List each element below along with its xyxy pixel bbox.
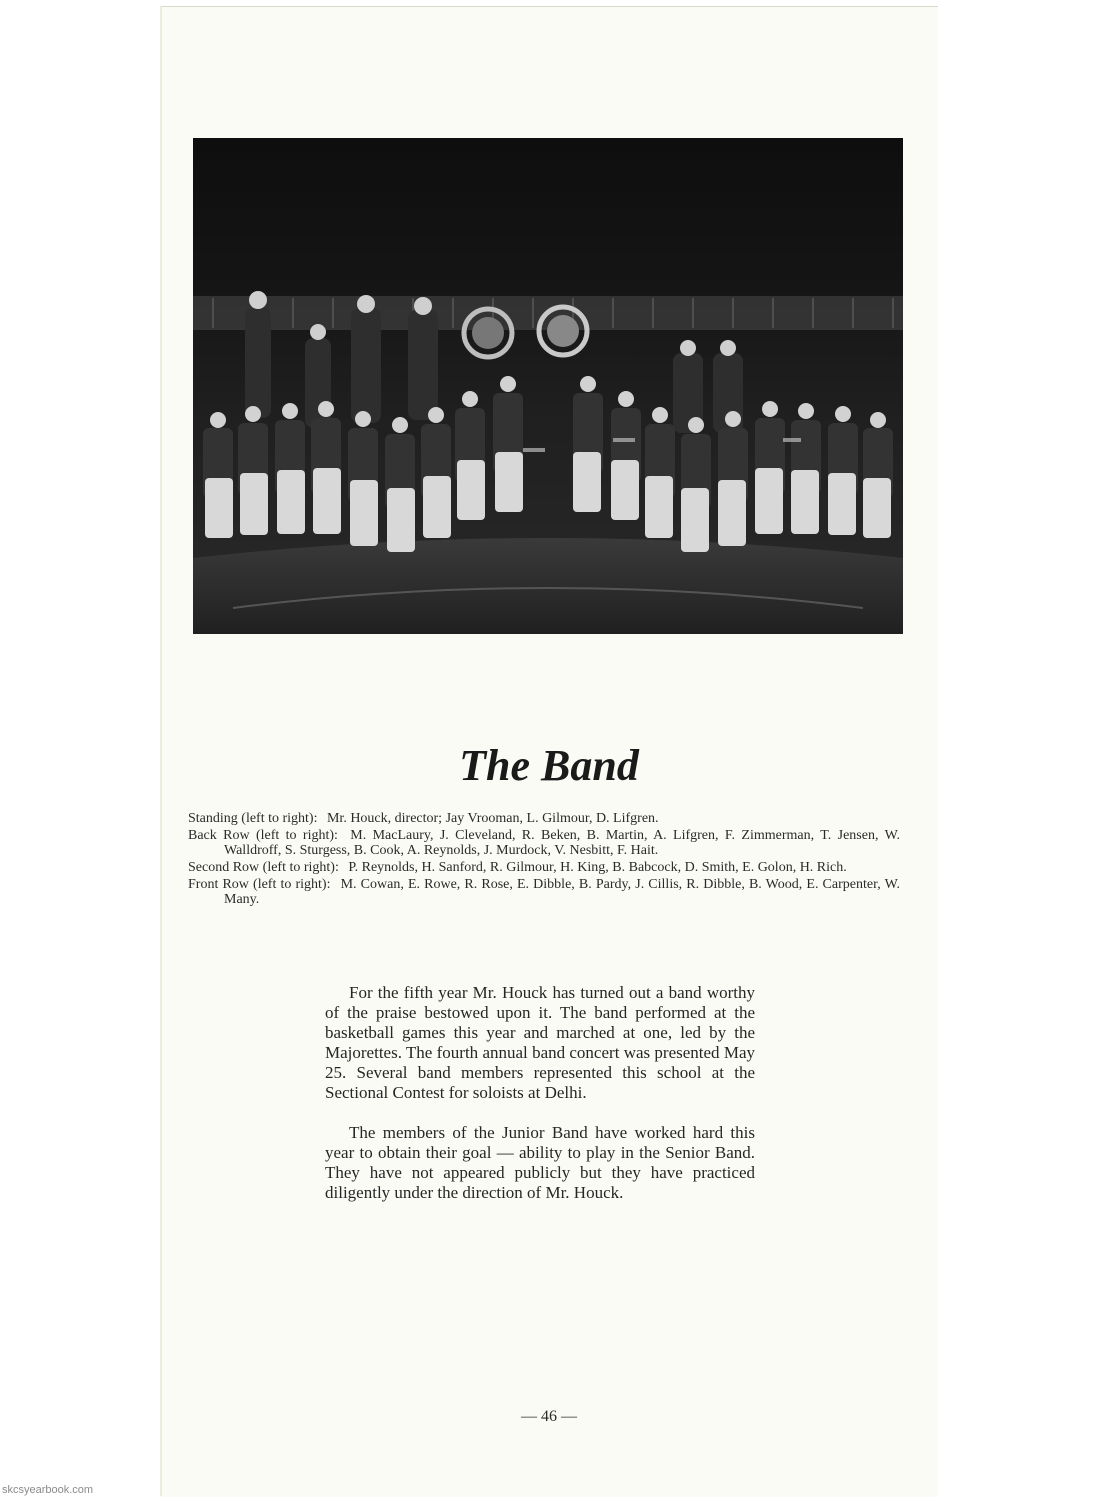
site-watermark: skcsyearbook.com	[2, 1484, 94, 1496]
article-body	[325, 983, 755, 1223]
caption-back-row	[188, 828, 900, 858]
band-photo	[193, 138, 903, 634]
body-paragraph-1: For the fifth year Mr. Houck has turned out a band worthy of the praise bestowed upon it. The band performed at the basketball games this year and marched at one, led by the Majorettes. The fourth annual band concert was presented May 25. Several band members represented this school at the Sectional Contest for soloists at Delhi.	[325, 983, 755, 1102]
caption-second-row-label: Second Row (left to right):	[188, 860, 339, 875]
page-title: The Band	[459, 741, 639, 790]
body-paragraph-2: The members of the Junior Band have worked hard this year to obtain their goal — ability to play in the Senior Band. They have not appeared publicly but they have practiced diligently under the direction of Mr. Houck.	[325, 1123, 755, 1202]
caption-back-row-names: M. MacLaury, J. Cleveland, R. Beken, B. Martin, A. Lifgren, F. Zimmerman, T. Jensen, W. Walldroff, S. Sturgess, B. Cook, A. Reynolds, J. Murdock, V. Nesbitt, F. Hait.	[224, 828, 900, 858]
caption-front-row-names: M. Cowan, E. Rowe, R. Rose, E. Dibble, B. Pardy, J. Cillis, R. Dibble, B. Wood, E. Carpenter, W. Many.	[224, 877, 900, 907]
caption-standing-label: Standing (left to right):	[188, 811, 318, 826]
page-number: — 46 —	[521, 1408, 577, 1425]
caption-standing	[188, 811, 900, 826]
caption-standing-names: Mr. Houck, director; Jay Vrooman, L. Gilmour, D. Lifgren.	[326, 811, 659, 826]
photo-caption	[188, 811, 900, 909]
caption-back-row-label: Back Row (left to right):	[188, 828, 338, 843]
caption-second-row-names: P. Reynolds, H. Sanford, R. Gilmour, H. King, B. Babcock, D. Smith, E. Golon, H. Rich.	[348, 860, 847, 875]
caption-front-row-label: Front Row (left to right):	[188, 877, 331, 892]
caption-front-row	[188, 877, 900, 907]
caption-second-row	[188, 860, 900, 875]
